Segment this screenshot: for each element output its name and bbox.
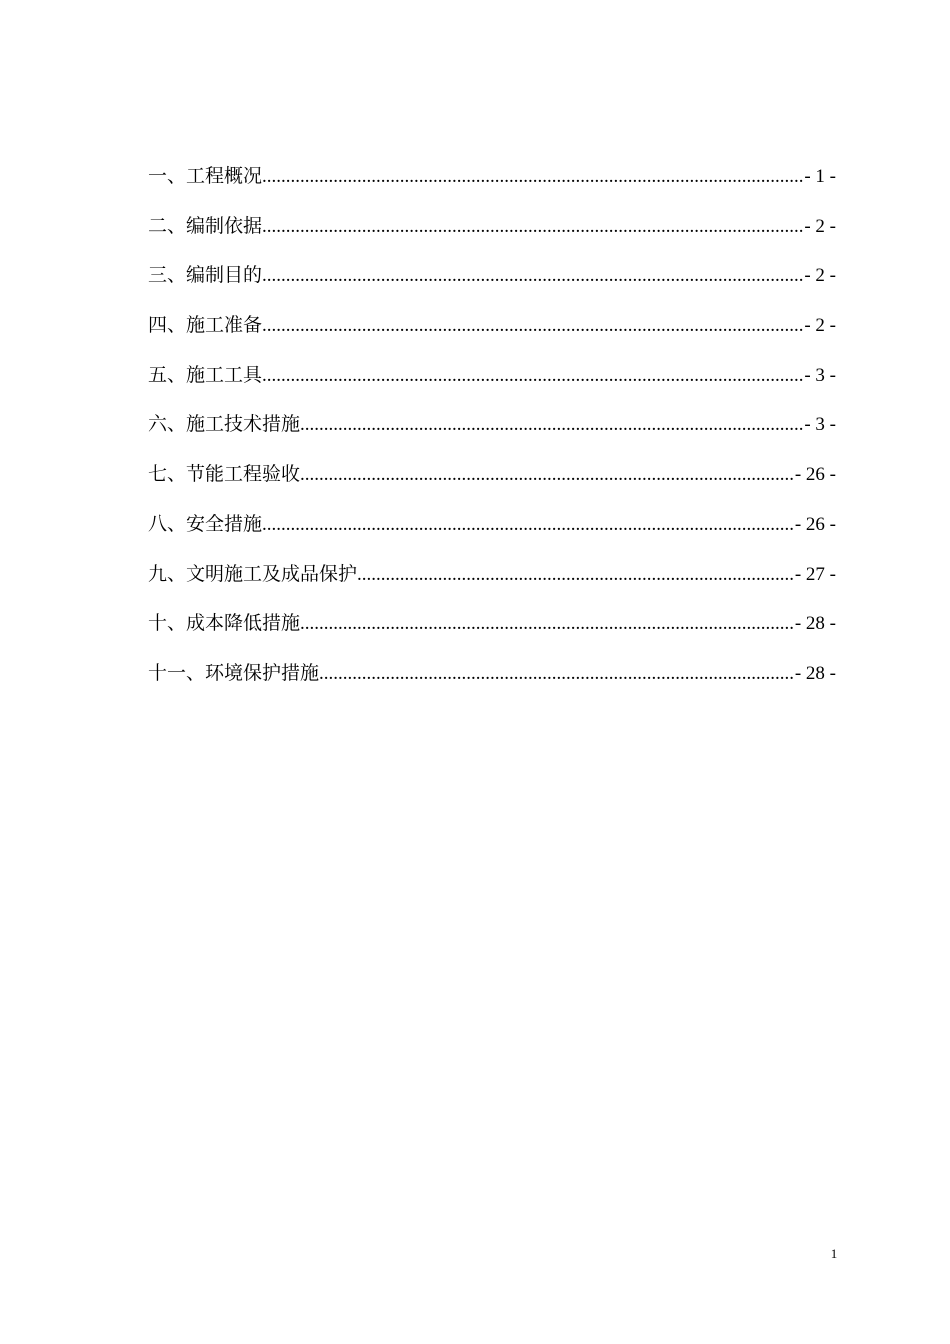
toc-entry-page: - 2 - bbox=[804, 215, 836, 237]
toc-entry-title: 一、工程概况 bbox=[148, 165, 263, 187]
toc-entry-3[interactable] bbox=[148, 251, 836, 301]
toc-entry-title: 十一、环境保护措施 bbox=[148, 661, 320, 684]
toc-entry-title: 四、施工准备 bbox=[148, 314, 263, 337]
toc-entry-title: 二、编制依据 bbox=[148, 214, 263, 237]
toc-dot-leader bbox=[300, 400, 804, 450]
toc-entry-10[interactable] bbox=[148, 599, 836, 649]
toc-dot-leader bbox=[262, 500, 795, 550]
toc-dot-leader bbox=[300, 599, 795, 649]
toc-entry-page: - 27 - bbox=[794, 563, 836, 585]
toc-dot-leader bbox=[319, 649, 795, 699]
table-of-contents bbox=[148, 152, 836, 699]
toc-entry-title: 十、成本降低措施 bbox=[148, 612, 301, 635]
toc-entry-page: - 28 - bbox=[794, 662, 836, 684]
toc-dot-leader bbox=[262, 152, 804, 202]
toc-dot-leader bbox=[262, 301, 804, 351]
toc-entry-7[interactable] bbox=[148, 450, 836, 500]
toc-entry-title: 六、施工技术措施 bbox=[148, 413, 301, 436]
toc-entry-8[interactable] bbox=[148, 500, 836, 550]
toc-entry-6[interactable] bbox=[148, 400, 836, 450]
toc-entry-title: 八、安全措施 bbox=[148, 512, 263, 535]
toc-entry-11[interactable] bbox=[148, 649, 836, 699]
toc-entry-title: 九、文明施工及成品保护 bbox=[148, 562, 358, 585]
toc-dot-leader bbox=[357, 550, 795, 600]
toc-entry-1[interactable] bbox=[148, 152, 836, 202]
toc-entry-9[interactable] bbox=[148, 550, 836, 600]
toc-entry-page: - 26 - bbox=[794, 513, 836, 535]
toc-dot-leader bbox=[262, 351, 804, 401]
toc-entry-page: - 2 - bbox=[804, 265, 836, 287]
footer-page-number: 1 bbox=[830, 1246, 838, 1261]
toc-entry-page: - 3 - bbox=[804, 414, 836, 436]
toc-entry-page: - 1 - bbox=[804, 166, 836, 187]
toc-entry-page: - 2 - bbox=[804, 315, 836, 337]
toc-entry-page: - 26 - bbox=[794, 464, 836, 486]
toc-entry-title: 三、编制目的 bbox=[148, 264, 263, 287]
toc-dot-leader bbox=[262, 202, 804, 252]
toc-entry-title: 五、施工工具 bbox=[148, 363, 263, 386]
toc-entry-2[interactable] bbox=[148, 202, 836, 252]
toc-entry-title: 七、节能工程验收 bbox=[148, 463, 301, 486]
toc-dot-leader bbox=[262, 251, 804, 301]
toc-entry-5[interactable] bbox=[148, 351, 836, 401]
toc-entry-page: - 3 - bbox=[804, 364, 836, 386]
toc-entry-4[interactable] bbox=[148, 301, 836, 351]
toc-dot-leader bbox=[300, 450, 795, 500]
toc-entry-page: - 28 - bbox=[794, 613, 836, 635]
